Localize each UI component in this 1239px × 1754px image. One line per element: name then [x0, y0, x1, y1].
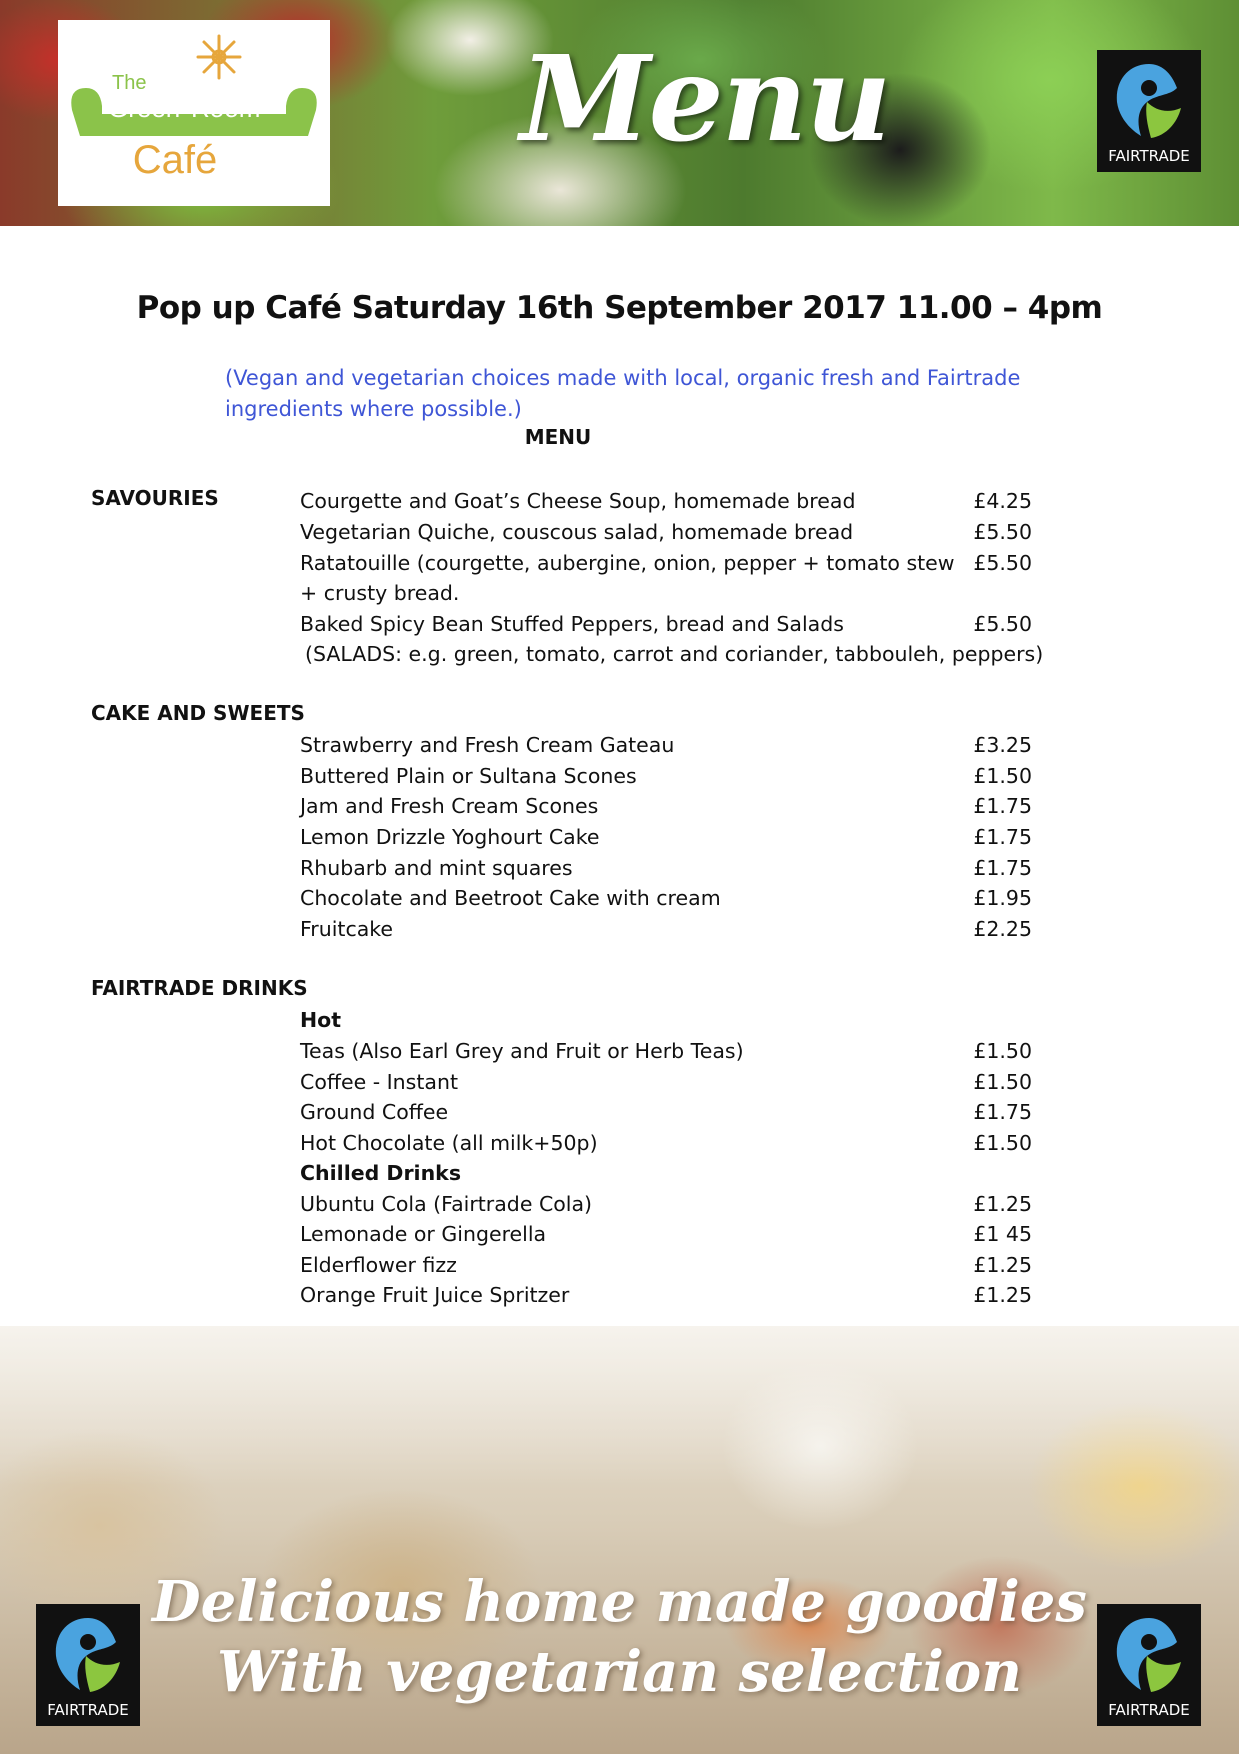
- item-name: Strawberry and Fresh Cream Gateau: [300, 733, 675, 757]
- item-price: £5.50: [973, 520, 1032, 544]
- item-name: Baked Spicy Bean Stuffed Peppers, bread and Salads: [300, 612, 844, 636]
- section-title-drinks: FAIRTRADE DRINKS: [91, 976, 308, 1000]
- item-price: £1 45: [973, 1222, 1032, 1246]
- event-heading: Pop up Café Saturday 16th September 2017 11.00 – 4pm: [136, 290, 1103, 326]
- item-name: Ratatouille (courgette, aubergine, onion, pepper + tomato stew: [300, 551, 955, 575]
- menu-item: [300, 1189, 1032, 1220]
- menu-label: MENU: [524, 425, 592, 449]
- fairtrade-label: FAIRTRADE: [47, 1701, 129, 1719]
- item-price: £1.50: [973, 1131, 1032, 1155]
- item-name: Hot Chocolate (all milk+50p): [300, 1131, 598, 1155]
- item-price: £1.50: [973, 1070, 1032, 1094]
- item-price: £5.50: [973, 612, 1032, 636]
- item-name: Vegetarian Quiche, couscous salad, homemade bread: [300, 520, 854, 544]
- menu-item: [300, 1036, 1032, 1067]
- item-price: £3.25: [973, 733, 1032, 757]
- menu-item: [300, 761, 1032, 792]
- fairtrade-label: FAIRTRADE: [1108, 147, 1190, 165]
- menu-item: [300, 1128, 1032, 1159]
- logo-cafe: Café: [132, 138, 218, 182]
- footer-banner: [0, 1326, 1239, 1754]
- item-name: Chocolate and Beetroot Cake with cream: [300, 886, 721, 910]
- item-name: Orange Fruit Juice Spritzer: [300, 1283, 570, 1307]
- item-name: Fruitcake: [300, 917, 394, 941]
- item-name: Elderflower fizz: [300, 1253, 457, 1277]
- menu-item: [300, 1219, 1032, 1250]
- item-name: Coffee - Instant: [300, 1070, 458, 1094]
- menu-item: [300, 486, 1032, 517]
- item-name: Courgette and Goat’s Cheese Soup, homemade bread: [300, 489, 856, 513]
- logo-room: Room: [191, 93, 261, 123]
- item-price: £1.75: [973, 856, 1032, 880]
- item-price: £2.25: [973, 917, 1032, 941]
- item-name: Lemon Drizzle Yoghourt Cake: [300, 825, 600, 849]
- item-name: + crusty bread.: [300, 581, 460, 605]
- section-title-savouries: SAVOURIES: [91, 486, 219, 510]
- menu-item: [300, 822, 1032, 853]
- cafe-logo: [58, 20, 330, 206]
- fairtrade-label: FAIRTRADE: [1108, 1701, 1190, 1719]
- menu-item: [300, 1250, 1032, 1281]
- item-name: Buttered Plain or Sultana Scones: [300, 764, 637, 788]
- item-name: Teas (Also Earl Grey and Fruit or Herb Teas): [300, 1039, 744, 1063]
- subsection-hot: Hot: [300, 1008, 342, 1032]
- item-price: £1.50: [973, 1039, 1032, 1063]
- menu-item: [300, 609, 1032, 640]
- tagline-line-2: With vegetarian selection: [217, 1639, 1022, 1705]
- menu-item: [300, 1067, 1032, 1098]
- menu-title: Menu: [520, 29, 890, 168]
- item-name: Lemonade or Gingerella: [300, 1222, 547, 1246]
- section-title-cakes: CAKE AND SWEETS: [91, 701, 305, 725]
- header-banner: [0, 0, 1239, 226]
- item-price: £1.25: [973, 1283, 1032, 1307]
- logo-the: The: [112, 72, 147, 94]
- item-price: £1.50: [973, 764, 1032, 788]
- salads-note: (SALADS: e.g. green, tomato, carrot and coriander, tabbouleh, peppers): [305, 642, 1044, 666]
- logo-green: Green: [108, 93, 181, 123]
- menu-item: [300, 517, 1032, 548]
- menu-item: [300, 791, 1032, 822]
- menu-item: [300, 883, 1032, 914]
- item-price: £5.50: [973, 551, 1032, 575]
- intro-text: (Vegan and vegetarian choices made with local, organic fresh and Fairtrade ingredients where possible.): [225, 366, 1021, 421]
- item-name: Rhubarb and mint squares: [300, 856, 573, 880]
- menu-item: [300, 548, 1032, 579]
- item-price: £1.25: [973, 1253, 1032, 1277]
- item-price: £4.25: [973, 489, 1032, 513]
- menu-item: [300, 578, 1032, 609]
- item-price: £1.25: [973, 1192, 1032, 1216]
- item-price: £1.75: [973, 825, 1032, 849]
- fairtrade-logo: [1097, 50, 1201, 172]
- footer-fade: [0, 1326, 1239, 1486]
- tagline-line-1: Delicious home made goodies: [152, 1569, 1087, 1635]
- menu-item: [300, 853, 1032, 884]
- menu-item: [300, 1097, 1032, 1128]
- item-name: Jam and Fresh Cream Scones: [300, 794, 599, 818]
- item-price: £1.95: [973, 886, 1032, 910]
- item-name: Ubuntu Cola (Fairtrade Cola): [300, 1192, 593, 1216]
- fairtrade-icon: [1107, 58, 1191, 142]
- item-name: Ground Coffee: [300, 1100, 449, 1124]
- subsection-chilled: Chilled Drinks: [300, 1161, 462, 1185]
- item-price: £1.75: [973, 1100, 1032, 1124]
- menu-item: [300, 1280, 1032, 1311]
- menu-item: [300, 730, 1032, 761]
- item-price: £1.75: [973, 794, 1032, 818]
- menu-item: [300, 914, 1032, 945]
